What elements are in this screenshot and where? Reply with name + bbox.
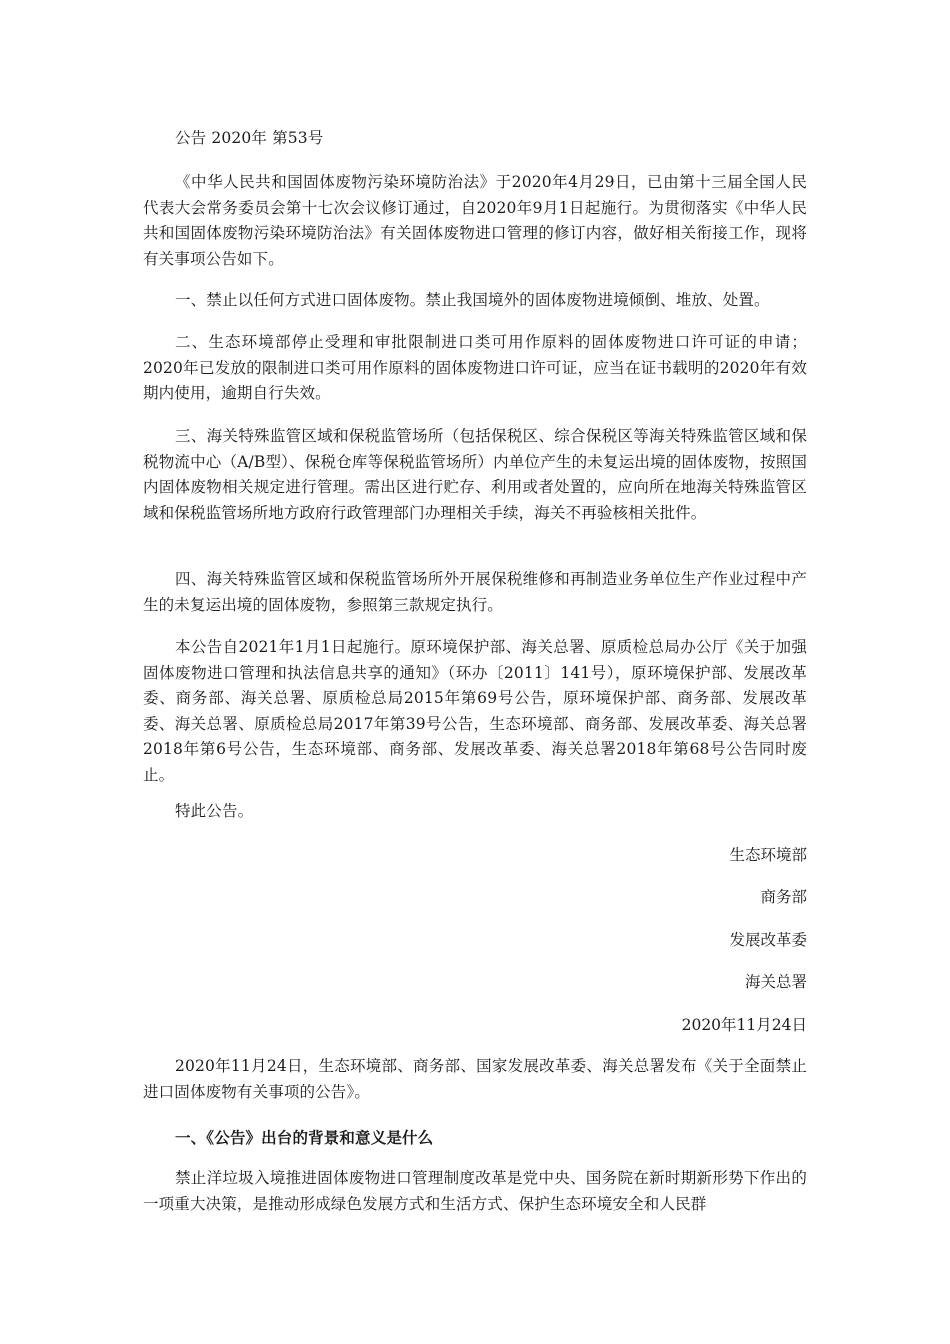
paragraph-item-3: 三、海关特殊监管区域和保税监管场所（包括保税区、综合保税区等海关特殊监管区域和保税物流中心（A/B型）、保税仓库等保税监管场所）内单位产生的未复运出境的固体废物，按照国内固体废物相关规定进行管理。需出区进行贮存、利用或者处置的，应向所在地海关特殊监管区域和保税监管场所地方政府行政管理部门办理相关手续，海关不再验核相关批件。 (143, 427, 807, 522)
section-heading: 一、《公告》出台的背景和意义是什么 (175, 1128, 434, 1147)
paragraph-intro: 《中华人民共和国固体废物污染环境防治法》于2020年4月29日，已由第十三届全国人民代表大会常务委员会第十七次会议修订通过，自2020年9月1日起施行。为贯彻落实《中华人民共和国固体废物污染环境防治法》有关固体废物进口管理的修订内容，做好相关衔接工作，现将有关事项公告如下。 (143, 173, 807, 268)
paragraph-item-2: 二、生态环境部停止受理和审批限制进口类可用作原料的固体废物进口许可证的申请；2020年已发放的限制进口类可用作原料的固体废物进口许可证，应当在证书载明的2020年有效期内使用，逾期自行失效。 (143, 333, 807, 402)
signatory-customs: 海关总署 (744, 973, 807, 991)
paragraph-effective: 本公告自2021年1月1日起施行。原环境保护部、海关总署、原质检总局办公厅《关于加强固体废物进口管理和执法信息共享的通知》（环办〔2011〕141号），原环境保护部、发展改革委、商务部、海关总署、原质检总局2015年第69号公告，原环境保护部、商务部、发展改革委、海关总署、原质检总局2017年第39号公告，生态环境部、商务部、发展改革委、海关总署2018年第6号公告，生态环境部、商务部、发展改革委、海关总署2018年第68号公告同时废止。 (143, 638, 807, 784)
announcement-number: 公告 2020年 第53号 (175, 129, 324, 147)
signatory-ndrc: 发展改革委 (729, 931, 807, 949)
section-text: 禁止洋垃圾入境推进固体废物进口管理制度改革是党中央、国务院在新时期新形势下作出的一项重大决策，是推动形成绿色发展方式和生活方式、保护生态环境安全和人民群 (143, 1169, 807, 1213)
paragraph-item-1: 一、禁止以任何方式进口固体废物。禁止我国境外的固体废物进境倾倒、堆放、处置。 (175, 291, 770, 309)
signatory-mee: 生态环境部 (729, 846, 807, 864)
signatory-mofcom: 商务部 (760, 888, 807, 906)
sign-date: 2020年11月24日 (681, 1016, 807, 1034)
followup-intro: 2020年11月24日，生态环境部、商务部、国家发展改革委、海关总署发布《关于全面禁止进口固体废物有关事项的公告》。 (143, 1057, 807, 1101)
paragraph-item-4: 四、海关特殊监管区域和保税监管场所外开展保税维修和再制造业务单位生产作业过程中产生的未复运出境的固体废物，参照第三款规定执行。 (143, 570, 807, 614)
paragraph-closing: 特此公告。 (175, 802, 254, 820)
